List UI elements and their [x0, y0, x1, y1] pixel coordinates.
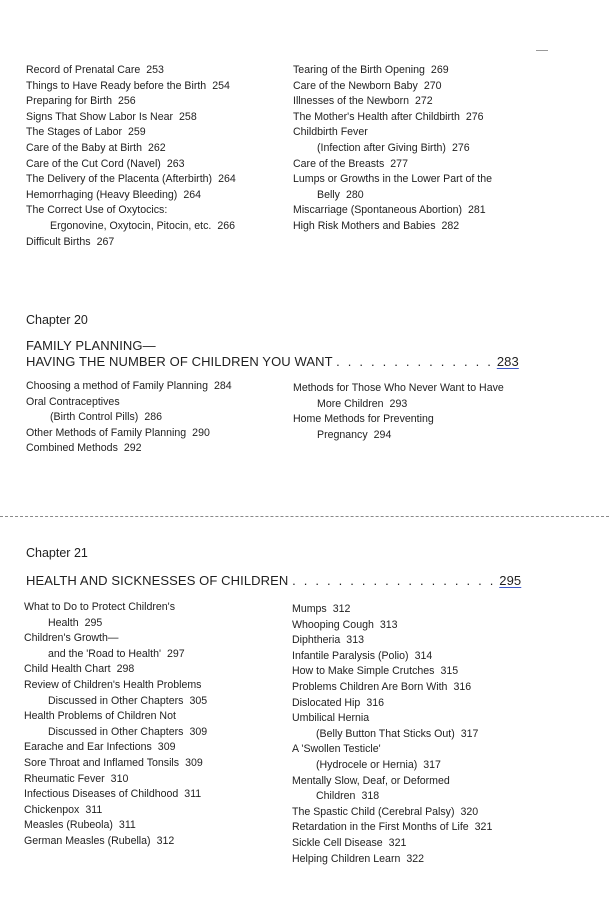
- toc-entry-title: Review of Children's Health Problems: [24, 678, 202, 691]
- toc-entry: [26, 426, 232, 442]
- chapter-20-leader: . . . . . . . . . . . . . .: [336, 354, 494, 369]
- toc-entry: [24, 740, 207, 756]
- toc-entry: [292, 633, 492, 649]
- toc-entry-title: The Correct Use of Oxytocics:: [26, 204, 168, 217]
- toc-entry-page: 253: [146, 64, 164, 76]
- toc-entry-title: Childbirth Fever: [293, 126, 368, 139]
- toc-entry-page: 277: [390, 157, 408, 170]
- toc-entry-page: 262: [148, 141, 166, 154]
- toc-entry-page: 293: [389, 397, 408, 410]
- toc-entry-title: Sickle Cell Disease: [292, 836, 383, 849]
- chapter-21-page: 295: [499, 573, 522, 588]
- toc-entry-title: Children's Growth—: [24, 632, 119, 645]
- toc-entry-page: 264: [218, 173, 236, 186]
- toc-entry: [24, 631, 207, 647]
- toc-entry: [293, 110, 492, 126]
- toc-entry: [292, 618, 492, 634]
- toc-entry: [292, 711, 492, 727]
- toc-entry-title: The Stages of Labor: [26, 126, 122, 139]
- toc-entry-title: Difficult Births: [26, 235, 91, 248]
- toc-entry-title: Health: [48, 616, 79, 629]
- toc-entry: [292, 727, 492, 743]
- toc-entry-title: and the 'Road to Health': [48, 647, 162, 660]
- toc-entry-title: The Mother's Health after Childbirth: [293, 110, 460, 123]
- toc-entry-title: Care of the Baby at Birth: [26, 141, 143, 154]
- toc-entry-title: Belly: [317, 188, 340, 201]
- toc-entry-title: Combined Methods: [26, 442, 118, 455]
- toc-entry: [292, 696, 492, 712]
- toc-entry: [292, 805, 492, 821]
- toc-entry-title: Mentally Slow, Deaf, or Deformed: [292, 774, 450, 787]
- toc-entry: [293, 172, 492, 188]
- toc-entry-title: Choosing a method of Family Planning: [26, 380, 208, 392]
- chapter-20-left-column: [26, 379, 232, 457]
- toc-entry: [26, 110, 236, 126]
- toc-entry: [24, 600, 207, 616]
- toc-entry-title: A 'Swollen Testicle': [292, 743, 381, 756]
- toc-entry-title: Diphtheria: [292, 634, 341, 647]
- chapter-21-leader: . . . . . . . . . . . . . . . . . .: [292, 573, 496, 588]
- toc-entry: [24, 834, 207, 850]
- chapter-20-page: 283: [496, 354, 519, 369]
- toc-top-right-column: [293, 63, 492, 235]
- chapter-21-right-column: [292, 602, 492, 867]
- chapter-20-title-line2: [26, 354, 519, 369]
- toc-entry-page: 311: [184, 788, 202, 801]
- toc-entry: [26, 172, 236, 188]
- toc-entry: [24, 772, 207, 788]
- toc-entry-page: 281: [468, 204, 486, 217]
- toc-entry: [26, 410, 232, 426]
- toc-entry: [292, 664, 492, 680]
- toc-entry: [293, 63, 492, 79]
- toc-entry: [293, 125, 492, 141]
- toc-entry: [26, 203, 236, 219]
- toc-entry-page: 295: [84, 616, 103, 629]
- toc-entry: [26, 235, 236, 251]
- dashed-cut-line: [0, 516, 609, 517]
- toc-entry-page: 318: [361, 790, 380, 803]
- toc-entry-title: Care of the Cut Cord (Navel): [26, 157, 161, 170]
- toc-entry: [26, 441, 232, 457]
- toc-entry: [24, 787, 207, 803]
- toc-entry-page: 298: [116, 663, 135, 676]
- toc-entry-page: 297: [167, 647, 185, 660]
- toc-entry-title: Problems Children Are Born With: [292, 680, 448, 693]
- toc-entry-title: Children: [316, 790, 356, 803]
- toc-entry: [26, 188, 236, 204]
- toc-entry-page: 269: [430, 64, 449, 76]
- toc-entry: [293, 397, 504, 413]
- toc-entry-page: 294: [373, 428, 392, 441]
- toc-entry-title: Other Methods of Family Planning: [26, 426, 187, 439]
- toc-entry-page: 322: [406, 852, 425, 865]
- chapter-20-right-column: [293, 381, 504, 443]
- toc-entry-page: 310: [110, 772, 129, 785]
- toc-entry-title: Hemorrhaging (Heavy Bleeding): [26, 188, 178, 201]
- toc-entry: [292, 789, 492, 805]
- chapter-21-left-column: [24, 600, 207, 850]
- toc-top-left-column: [26, 63, 236, 250]
- toc-entry-page: 316: [453, 680, 472, 693]
- toc-entry-page: 320: [460, 805, 479, 818]
- toc-entry-title: Sore Throat and Inflamed Tonsils: [24, 756, 180, 769]
- toc-entry: [292, 758, 492, 774]
- toc-entry: [24, 647, 207, 663]
- toc-entry: [292, 649, 492, 665]
- toc-entry-page: 284: [213, 380, 232, 392]
- toc-entry: [24, 616, 207, 632]
- toc-entry-title: Helping Children Learn: [292, 852, 401, 865]
- toc-entry: [293, 141, 492, 157]
- toc-entry: [292, 742, 492, 758]
- toc-entry-title: Tearing of the Birth Opening: [293, 64, 425, 76]
- toc-entry-page: 263: [166, 157, 185, 170]
- toc-entry-page: 311: [85, 803, 103, 816]
- toc-entry-title: Mumps: [292, 603, 327, 615]
- toc-entry-page: 286: [144, 411, 162, 424]
- toc-entry-page: 316: [366, 696, 384, 709]
- toc-entry-title: Signs That Show Labor Is Near: [26, 110, 174, 123]
- toc-entry-title: Dislocated Hip: [292, 696, 361, 709]
- toc-entry-page: 315: [440, 665, 459, 678]
- toc-entry: [292, 836, 492, 852]
- toc-entry: [24, 662, 207, 678]
- toc-entry: [24, 694, 207, 710]
- toc-entry: [292, 852, 492, 868]
- toc-entry-page: 317: [460, 727, 479, 740]
- toc-entry: [26, 395, 232, 411]
- toc-entry: [293, 188, 492, 204]
- toc-entry: [26, 379, 232, 395]
- toc-entry: [26, 63, 236, 79]
- toc-entry-page: 280: [345, 188, 364, 201]
- toc-entry-title: (Birth Control Pills): [50, 411, 139, 424]
- toc-entry-page: 311: [118, 819, 136, 832]
- toc-entry-page: 321: [388, 836, 407, 849]
- toc-entry-page: 276: [451, 141, 470, 154]
- toc-entry-page: 264: [183, 188, 202, 201]
- chapter-21-title-line: [26, 573, 521, 588]
- toc-entry-page: 254: [212, 79, 230, 92]
- toc-entry-page: 309: [189, 725, 208, 738]
- toc-entry-page: 312: [332, 603, 351, 615]
- toc-entry-page: 309: [157, 741, 176, 754]
- toc-entry: [26, 125, 236, 141]
- toc-entry-title: Earache and Ear Infections: [24, 741, 152, 754]
- toc-entry-page: 314: [414, 649, 433, 662]
- toc-entry-title: Measles (Rubeola): [24, 819, 113, 832]
- toc-entry-title: High Risk Mothers and Babies: [293, 219, 436, 232]
- toc-entry-page: 312: [156, 834, 175, 847]
- toc-entry: [24, 803, 207, 819]
- toc-entry-page: 256: [117, 95, 136, 108]
- toc-entry-title: Rheumatic Fever: [24, 772, 105, 785]
- toc-entry-title: Things to Have Ready before the Birth: [26, 79, 207, 92]
- toc-entry-page: 270: [423, 79, 442, 92]
- toc-entry-page: 305: [189, 694, 208, 707]
- toc-entry-title: Miscarriage (Spontaneous Abortion): [293, 204, 463, 217]
- toc-entry-page: 313: [346, 634, 364, 647]
- toc-entry-page: 290: [192, 426, 210, 439]
- toc-entry-title: How to Make Simple Crutches: [292, 665, 435, 678]
- toc-entry-title: Record of Prenatal Care: [26, 64, 141, 76]
- toc-entry-title: Preparing for Birth: [26, 95, 112, 108]
- chapter-20-label: Chapter 20: [26, 313, 88, 327]
- toc-entry-title: (Hydrocele or Hernia): [316, 758, 418, 771]
- toc-entry-title: Discussed in Other Chapters: [48, 725, 184, 738]
- toc-entry-title: Retardation in the First Months of Life: [292, 821, 469, 834]
- toc-entry-title: Health Problems of Children Not: [24, 710, 176, 723]
- toc-entry: [293, 94, 492, 110]
- toc-entry-page: 321: [474, 821, 493, 834]
- toc-entry-title: Methods for Those Who Never Want to Have: [293, 382, 504, 394]
- toc-entry-title: Lumps or Growths in the Lower Part of the: [293, 173, 493, 186]
- toc-entry-title: Infectious Diseases of Childhood: [24, 788, 179, 801]
- toc-entry-title: The Delivery of the Placenta (Afterbirth): [26, 173, 213, 186]
- toc-entry: [24, 756, 207, 772]
- toc-entry: [24, 709, 207, 725]
- toc-entry-title: Infantile Paralysis (Polio): [292, 649, 409, 662]
- toc-entry-title: Discussed in Other Chapters: [48, 694, 184, 707]
- toc-entry-page: 313: [379, 618, 398, 631]
- toc-entry: [24, 818, 207, 834]
- toc-entry-title: (Belly Button That Sticks Out): [316, 727, 455, 740]
- toc-entry-page: 259: [128, 126, 146, 139]
- scan-mark: [536, 50, 548, 51]
- toc-entry: [24, 678, 207, 694]
- toc-entry-title: Pregnancy: [317, 428, 368, 441]
- toc-entry: [293, 157, 492, 173]
- toc-entry-title: German Measles (Rubella): [24, 834, 151, 847]
- toc-entry-page: 282: [441, 219, 460, 232]
- toc-entry-title: What to Do to Protect Children's: [24, 601, 175, 613]
- toc-entry-page: 292: [123, 442, 142, 455]
- toc-entry: [26, 94, 236, 110]
- toc-entry-page: 267: [96, 235, 115, 248]
- toc-entry: [293, 412, 504, 428]
- toc-entry-page: 266: [217, 219, 236, 232]
- toc-entry-title: Care of the Newborn Baby: [293, 79, 418, 92]
- toc-entry: [24, 725, 207, 741]
- toc-entry: [292, 680, 492, 696]
- toc-entry-page: 317: [423, 758, 441, 771]
- toc-entry-title: The Spastic Child (Cerebral Palsy): [292, 805, 455, 818]
- toc-entry: [293, 79, 492, 95]
- toc-entry-title: Oral Contraceptives: [26, 395, 120, 408]
- toc-entry-title: Child Health Chart: [24, 663, 111, 676]
- chapter-21-title: HEALTH AND SICKNESSES OF CHILDREN: [26, 573, 289, 588]
- toc-entry: [292, 774, 492, 790]
- toc-entry-page: 309: [185, 756, 203, 769]
- toc-entry-title: Care of the Breasts: [293, 157, 385, 170]
- chapter-20-title-line1: FAMILY PLANNING—: [26, 338, 156, 353]
- toc-entry: [292, 820, 492, 836]
- toc-entry: [293, 381, 504, 397]
- toc-entry-title: Home Methods for Preventing: [293, 413, 434, 426]
- toc-entry: [26, 141, 236, 157]
- toc-entry-title: Illnesses of the Newborn: [293, 95, 410, 108]
- toc-entry: [293, 219, 492, 235]
- toc-entry-page: 272: [415, 95, 433, 108]
- toc-entry: [293, 203, 492, 219]
- toc-entry-title: Chickenpox: [24, 803, 80, 816]
- chapter-20-title: HAVING THE NUMBER OF CHILDREN YOU WANT: [26, 354, 333, 369]
- toc-entry: [293, 428, 504, 444]
- toc-entry: [26, 79, 236, 95]
- toc-entry-title: Whooping Cough: [292, 618, 374, 631]
- toc-entry-title: Ergonovine, Oxytocin, Pitocin, etc.: [50, 219, 212, 232]
- toc-entry: [292, 602, 492, 618]
- toc-entry-title: Umbilical Hernia: [292, 712, 370, 725]
- toc-entry-title: (Infection after Giving Birth): [317, 141, 446, 154]
- toc-entry-title: More Children: [317, 397, 384, 410]
- toc-entry-page: 258: [179, 110, 197, 123]
- toc-entry: [26, 157, 236, 173]
- chapter-21-label: Chapter 21: [26, 546, 88, 560]
- toc-entry-page: 276: [465, 110, 484, 123]
- toc-entry: [26, 219, 236, 235]
